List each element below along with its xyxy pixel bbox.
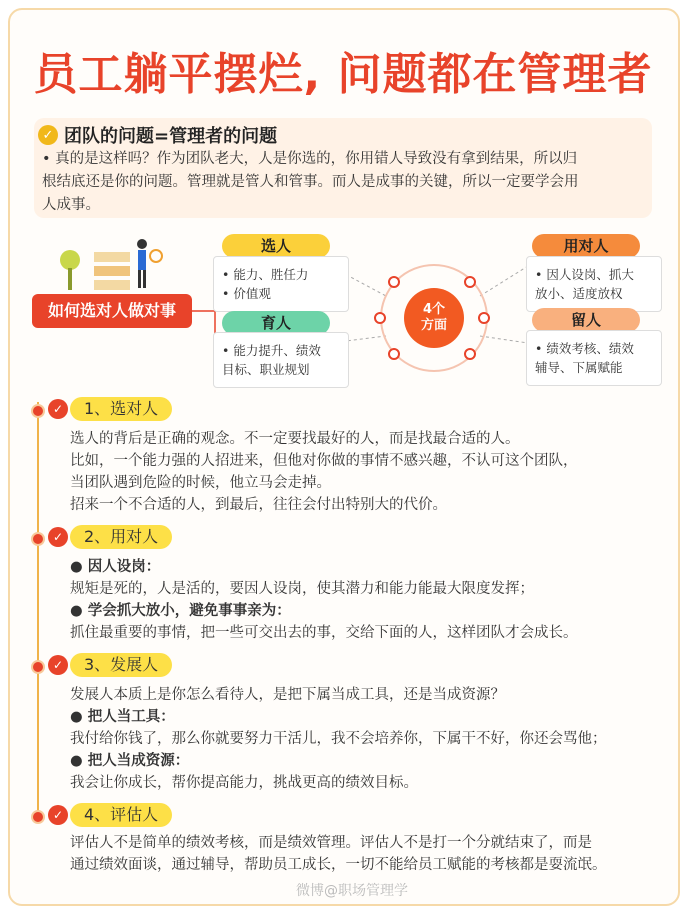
section-line: 我付给你钱了，那么你就要努力干活儿，我不会培养你，下属干不好，你还会骂他； — [70, 731, 607, 747]
aspect-point: • 价值观 — [222, 286, 271, 301]
ring-dot — [478, 312, 490, 324]
aspect-point: 辅导、下属赋能 — [535, 360, 623, 375]
intro-heading: 团队的问题=管理者的问题 — [64, 126, 278, 147]
section-heading: 3、发展人 — [70, 653, 172, 677]
section-line: 比如，一个能力强的人招进来，但他对你做的事情不感兴趣，不认可这个团队， — [70, 453, 578, 469]
ring-dot — [464, 348, 476, 360]
timeline-dot — [31, 660, 45, 674]
aspect-pill-use — [532, 234, 640, 258]
section-line: 评估人不是简单的绩效考核，而是绩效管理。评估人不是打一个分就结束了，而是 — [70, 835, 592, 851]
timeline-dot — [31, 404, 45, 418]
aspect-label: 留人 — [570, 311, 601, 329]
section-line: ● 学会抓大放小，避免事事亲为： — [70, 603, 291, 619]
aspect-point: • 因人设岗、抓大 — [535, 267, 634, 282]
aspect-pill-retain — [532, 308, 640, 332]
timeline-dot — [31, 532, 45, 546]
page-title: 员工躺平摆烂, 问题都在管理者 — [33, 49, 653, 100]
section-line: 招来一个不合适的人，到最后，往往会付出特别大的代价。 — [70, 497, 447, 513]
section-body — [70, 428, 670, 516]
aspect-point: • 绩效考核、绩效 — [535, 341, 634, 356]
aspect-point: • 能力提升、绩效 — [222, 343, 321, 358]
diagram — [30, 228, 660, 378]
aspect-box-select — [213, 256, 349, 312]
aspect-point: 目标、职业规划 — [222, 362, 310, 377]
section-line: 规矩是死的，人是活的，要因人设岗，使其潜力和能力能最大限度发挥； — [70, 581, 534, 597]
aspect-label: 选人 — [260, 237, 291, 255]
check-icon: ✓ — [48, 805, 68, 825]
intro-text — [42, 148, 642, 217]
check-icon: ✓ — [48, 655, 68, 675]
aspect-box-retain — [526, 330, 662, 386]
intro-heading-row — [38, 122, 277, 148]
ring-dot — [388, 276, 400, 288]
ring-dot — [388, 348, 400, 360]
main-question: 如何选对人做对事 — [32, 294, 192, 328]
aspect-label: 用对人 — [563, 237, 609, 255]
section-body — [70, 556, 670, 644]
center-line: 方面 — [420, 318, 447, 333]
watermark: 微博@职场管理学 — [296, 883, 408, 899]
timeline-dot — [31, 810, 45, 824]
aspect-box-use — [526, 256, 662, 312]
aspect-pill-select — [222, 234, 330, 258]
intro-card — [34, 118, 652, 218]
section-heading: 4、评估人 — [70, 803, 172, 827]
check-icon: ✓ — [38, 125, 58, 145]
aspect-box-develop — [213, 332, 349, 388]
section-body — [70, 832, 670, 876]
ring-dot — [464, 276, 476, 288]
center-line: 4个 — [422, 302, 446, 317]
ring-dot — [374, 312, 386, 324]
timeline-line — [37, 402, 39, 816]
center-label — [404, 288, 464, 348]
section-line: ● 因人设岗： — [70, 559, 161, 575]
aspect-point: • 能力、胜任力 — [222, 267, 309, 282]
section-line: ● 把人当工具： — [70, 709, 175, 725]
section-heading: 1、选对人 — [70, 397, 172, 421]
intro-line: • 真的是这样吗？作为团队老大，人是你选的，你用错人导致没有拿到结果，所以归 — [42, 151, 578, 167]
section-body — [70, 684, 670, 794]
check-icon: ✓ — [48, 527, 68, 547]
aspect-label: 育人 — [260, 314, 291, 332]
intro-line: 人成事。 — [42, 197, 100, 213]
section-line: 选人的背后是正确的观念。不一定要找最好的人，而是找最合适的人。 — [70, 431, 520, 447]
section-heading: 2、用对人 — [70, 525, 172, 549]
section-line: 我会让你成长，帮你提高能力，挑战更高的绩效目标。 — [70, 775, 418, 791]
section-line: 抓住最重要的事情，把一些可交出去的事，交给下面的人，这样团队才会成长。 — [70, 625, 578, 641]
check-icon: ✓ — [48, 399, 68, 419]
section-line: 发展人本质上是你怎么看待人，是把下属当成工具，还是当成资源？ — [70, 687, 505, 703]
section-line: 通过绩效面谈，通过辅导，帮助员工成长，一切不能给员工赋能的考核都是耍流氓。 — [70, 857, 607, 873]
section-line: ● 把人当成资源： — [70, 753, 190, 769]
section-line: 当团队遇到危险的时候，他立马会走掉。 — [70, 475, 331, 491]
intro-line: 根结底还是你的问题。管理就是管人和管事。而人是成事的关键，所以一定要学会用 — [42, 174, 579, 190]
aspect-point: 放小、适度放权 — [535, 286, 623, 301]
